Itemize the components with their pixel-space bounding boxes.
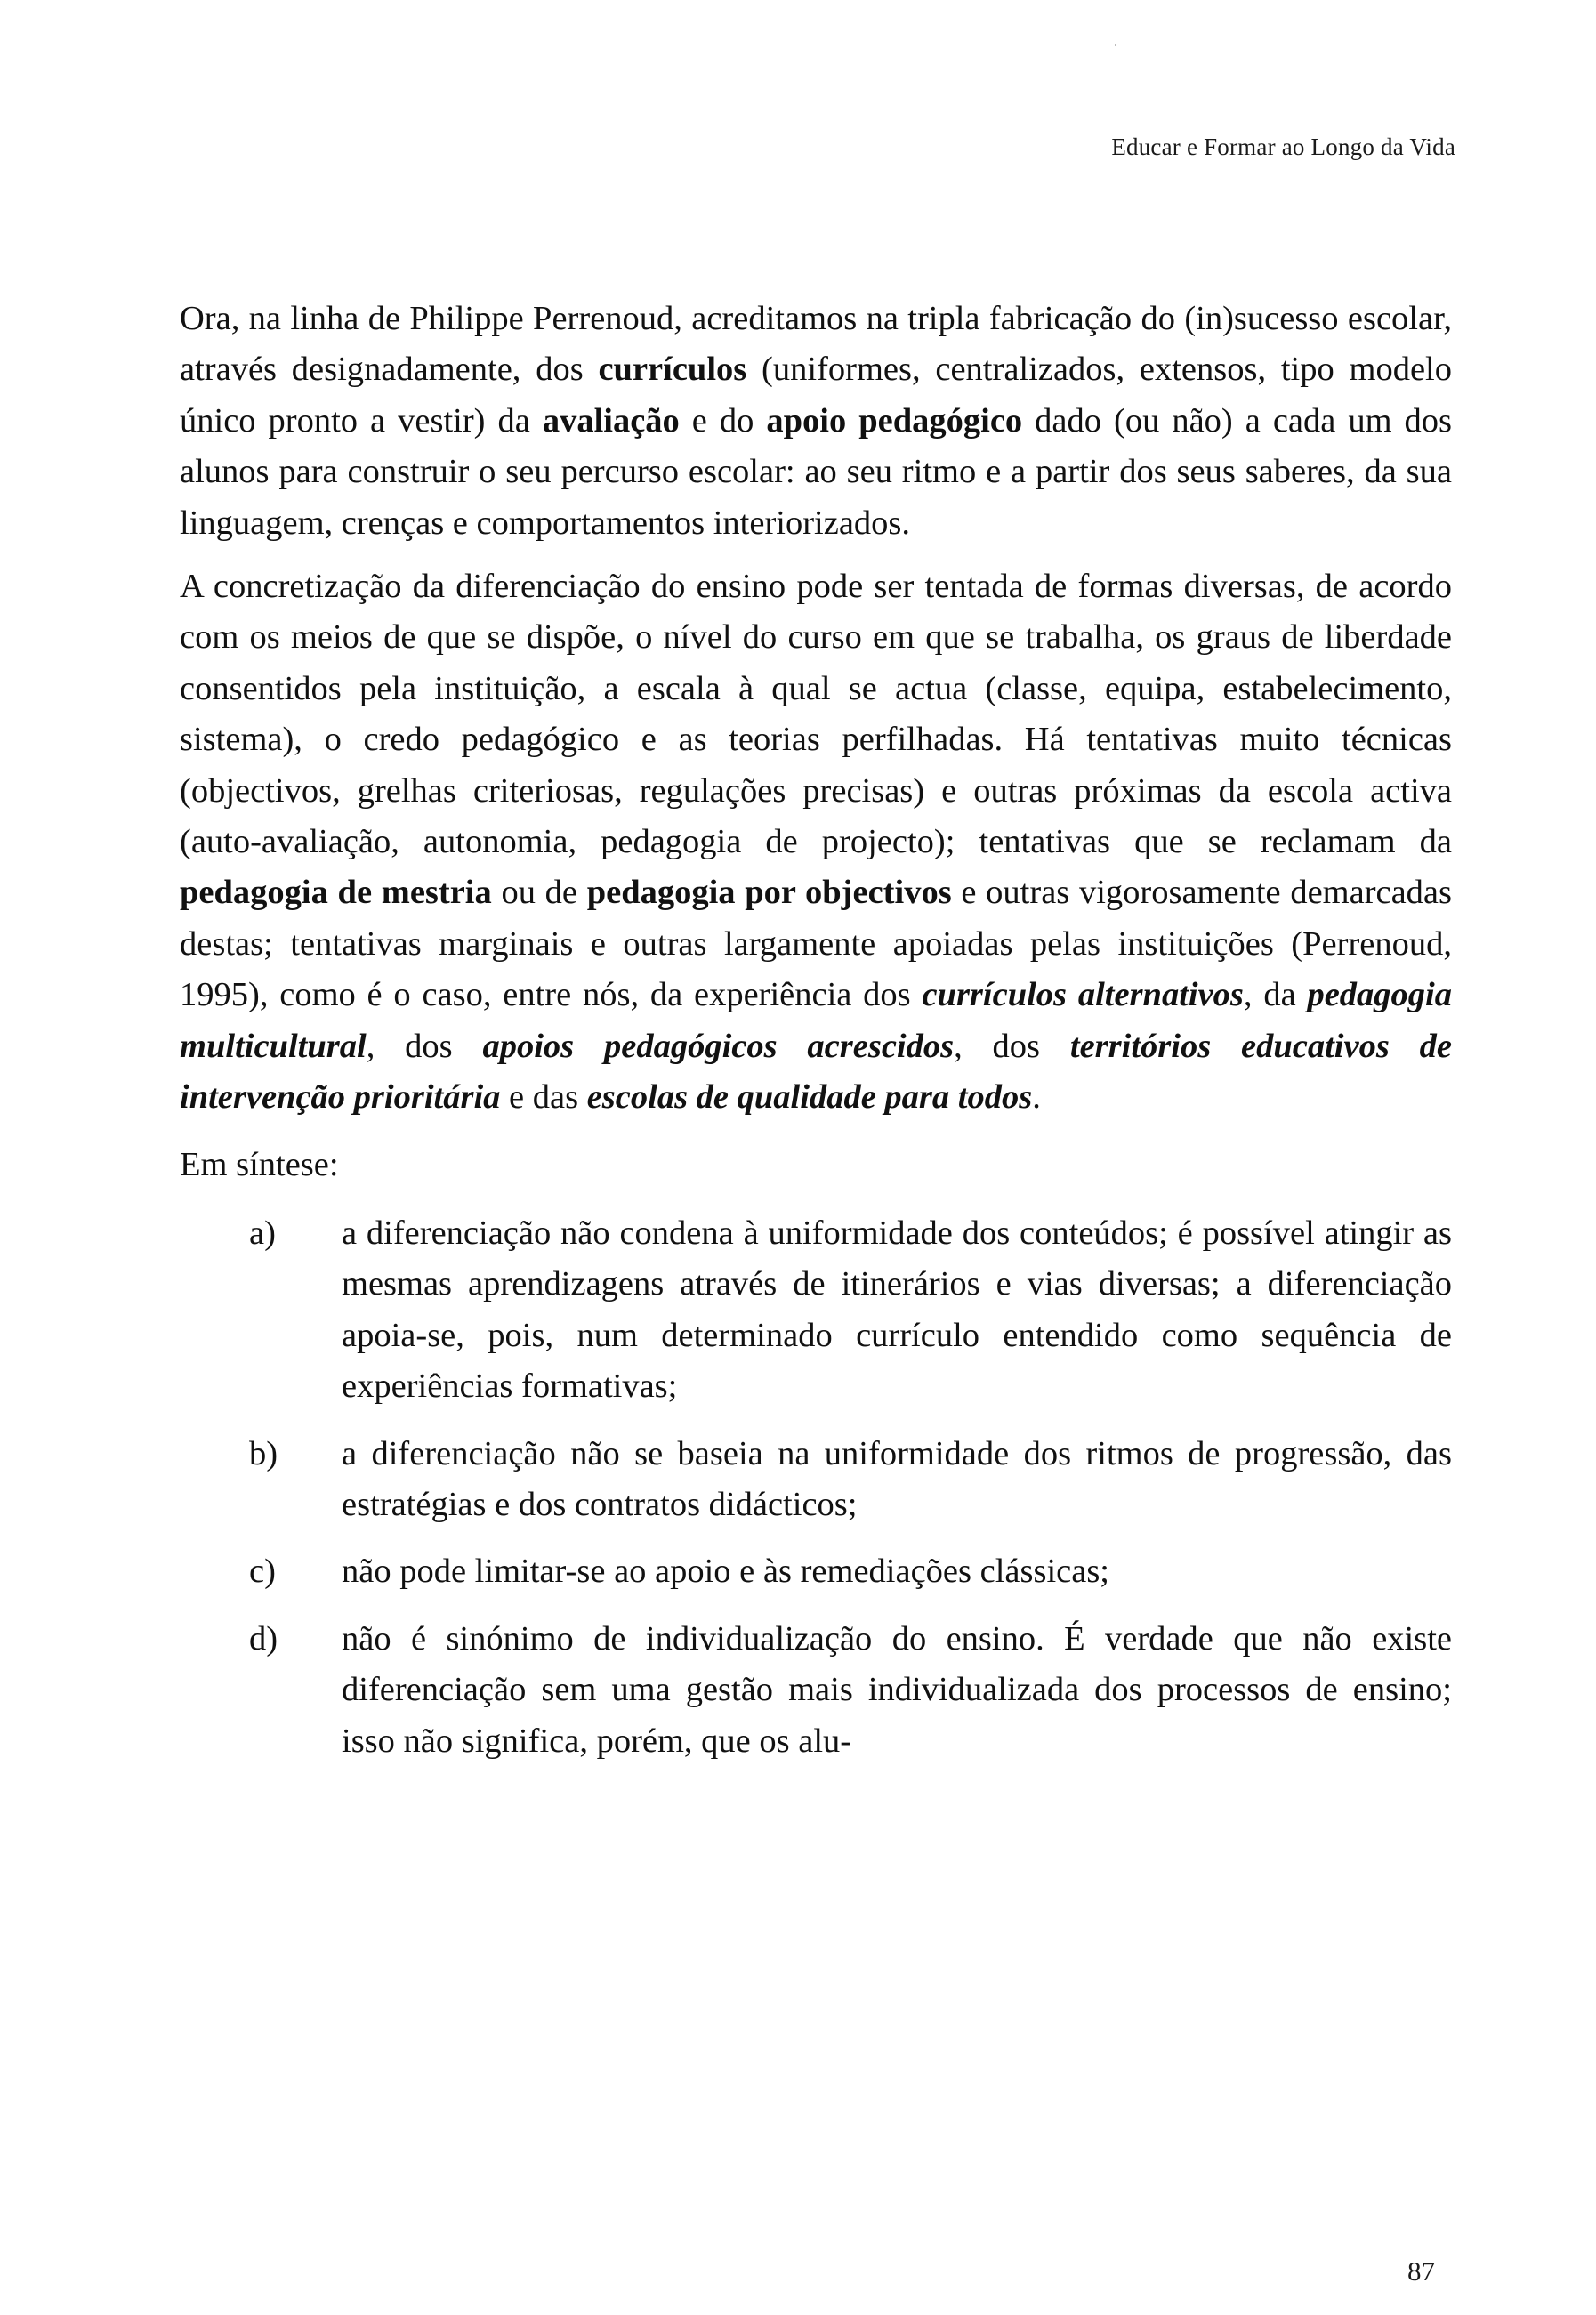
- text-segment: e das: [500, 1078, 587, 1117]
- emphasis-bold: apoio pedagógico: [766, 401, 1023, 440]
- list-label: d): [249, 1619, 278, 1658]
- paragraph-2: [180, 561, 1452, 1123]
- scan-artifact: [1115, 44, 1116, 46]
- emphasis-bold-italic: pedagogia multicultural: [180, 976, 1452, 1065]
- list-item: [180, 1208, 1452, 1413]
- text-segment: e outras vigorosamente demarcadas destas; tentativas marginais e outras largamente apoiadas pelas instituições (Perrenoud, 1995), como é o caso, entre nós, da experiência dos: [180, 874, 1453, 1014]
- list-label: c): [249, 1553, 276, 1591]
- emphasis-bold: currículos: [598, 351, 747, 389]
- text-segment: .: [1032, 1078, 1041, 1117]
- summary-list: [180, 1208, 1452, 1767]
- paragraph-1: [180, 294, 1452, 549]
- emphasis-bold: avaliação: [542, 401, 680, 440]
- list-text: a diferenciação não condena à uniformidade dos conteúdos; é possível atingir as mesmas aprendizagens através de itinerários e vias diversas; a diferenciação apoia-se, pois, num determinado currículo entendido como sequência de experiências formativas;: [342, 1214, 1452, 1406]
- list-item: [180, 1429, 1452, 1531]
- text-segment: , da: [1243, 976, 1308, 1014]
- list-text: não pode limitar-se ao apoio e às remediações clássicas;: [342, 1553, 1109, 1591]
- emphasis-bold-italic: currículos alternativos: [922, 976, 1244, 1014]
- emphasis-bold-italic: territórios educativos de intervenção prioritária: [180, 1027, 1452, 1117]
- list-item: [180, 1614, 1452, 1767]
- text-segment: ou de: [491, 874, 587, 912]
- emphasis-bold-italic: escolas de qualidade para todos: [586, 1078, 1033, 1117]
- summary-intro: Em síntese:: [180, 1145, 339, 1183]
- text-segment: dado (ou não) a cada um dos alunos para construir o seu percurso escolar: ao seu ritmo e a partir dos seus saberes, da sua linguagem, crenças e comportamentos interiorizados.: [180, 401, 1452, 542]
- list-label: a): [249, 1214, 276, 1252]
- text-segment: A concretização da diferenciação do ensino pode ser tentada de formas diversas, de acordo com os meios de que se dispõe, o nível do curso em que se trabalha, os graus de liberdade consentidos pela instituição, a escala à qual se actua (classe, equipa, estabelecimento, sistema), o credo pedagógico e as teorias perfilhadas. Há tentativas muito técnicas (objectivos, grelhas criteriosas, regulações precisas) e outras próximas da escola activa (auto-avaliação, autonomia, pedagogia de projecto); tentativas que se reclamam da: [180, 568, 1452, 861]
- text-segment: , dos: [366, 1027, 483, 1065]
- text-segment: Ora, na linha de Philippe Perrenoud, acreditamos na tripla fabricação do (in)sucesso escolar, através designadamente, dos: [180, 300, 1452, 389]
- page-number: 87: [1407, 2255, 1435, 2287]
- emphasis-bold-italic: apoios pedagógicos acrescidos: [482, 1027, 955, 1065]
- list-item: [180, 1546, 1452, 1597]
- text-segment: e do: [679, 401, 767, 440]
- emphasis-bold: pedagogia de mestria: [180, 874, 492, 912]
- list-label: b): [249, 1434, 278, 1472]
- running-header: Educar e Formar ao Longo da Vida: [1111, 133, 1455, 160]
- emphasis-bold: pedagogia por objectivos: [586, 874, 952, 912]
- body-text: [180, 294, 1452, 1783]
- text-segment: , dos: [954, 1027, 1070, 1065]
- list-text: não é sinónimo de individualização do ensino. É verdade que não existe diferenciação sem uma gestão mais individualizada dos processos de ensino; isso não significa, porém, que os alu-: [342, 1619, 1452, 1760]
- list-text: a diferenciação não se baseia na uniformidade dos ritmos de progressão, das estratégias e dos contratos didácticos;: [342, 1434, 1452, 1523]
- text-segment: (uniformes, centralizados, extensos, tipo modelo único pronto a vestir) da: [180, 351, 1452, 440]
